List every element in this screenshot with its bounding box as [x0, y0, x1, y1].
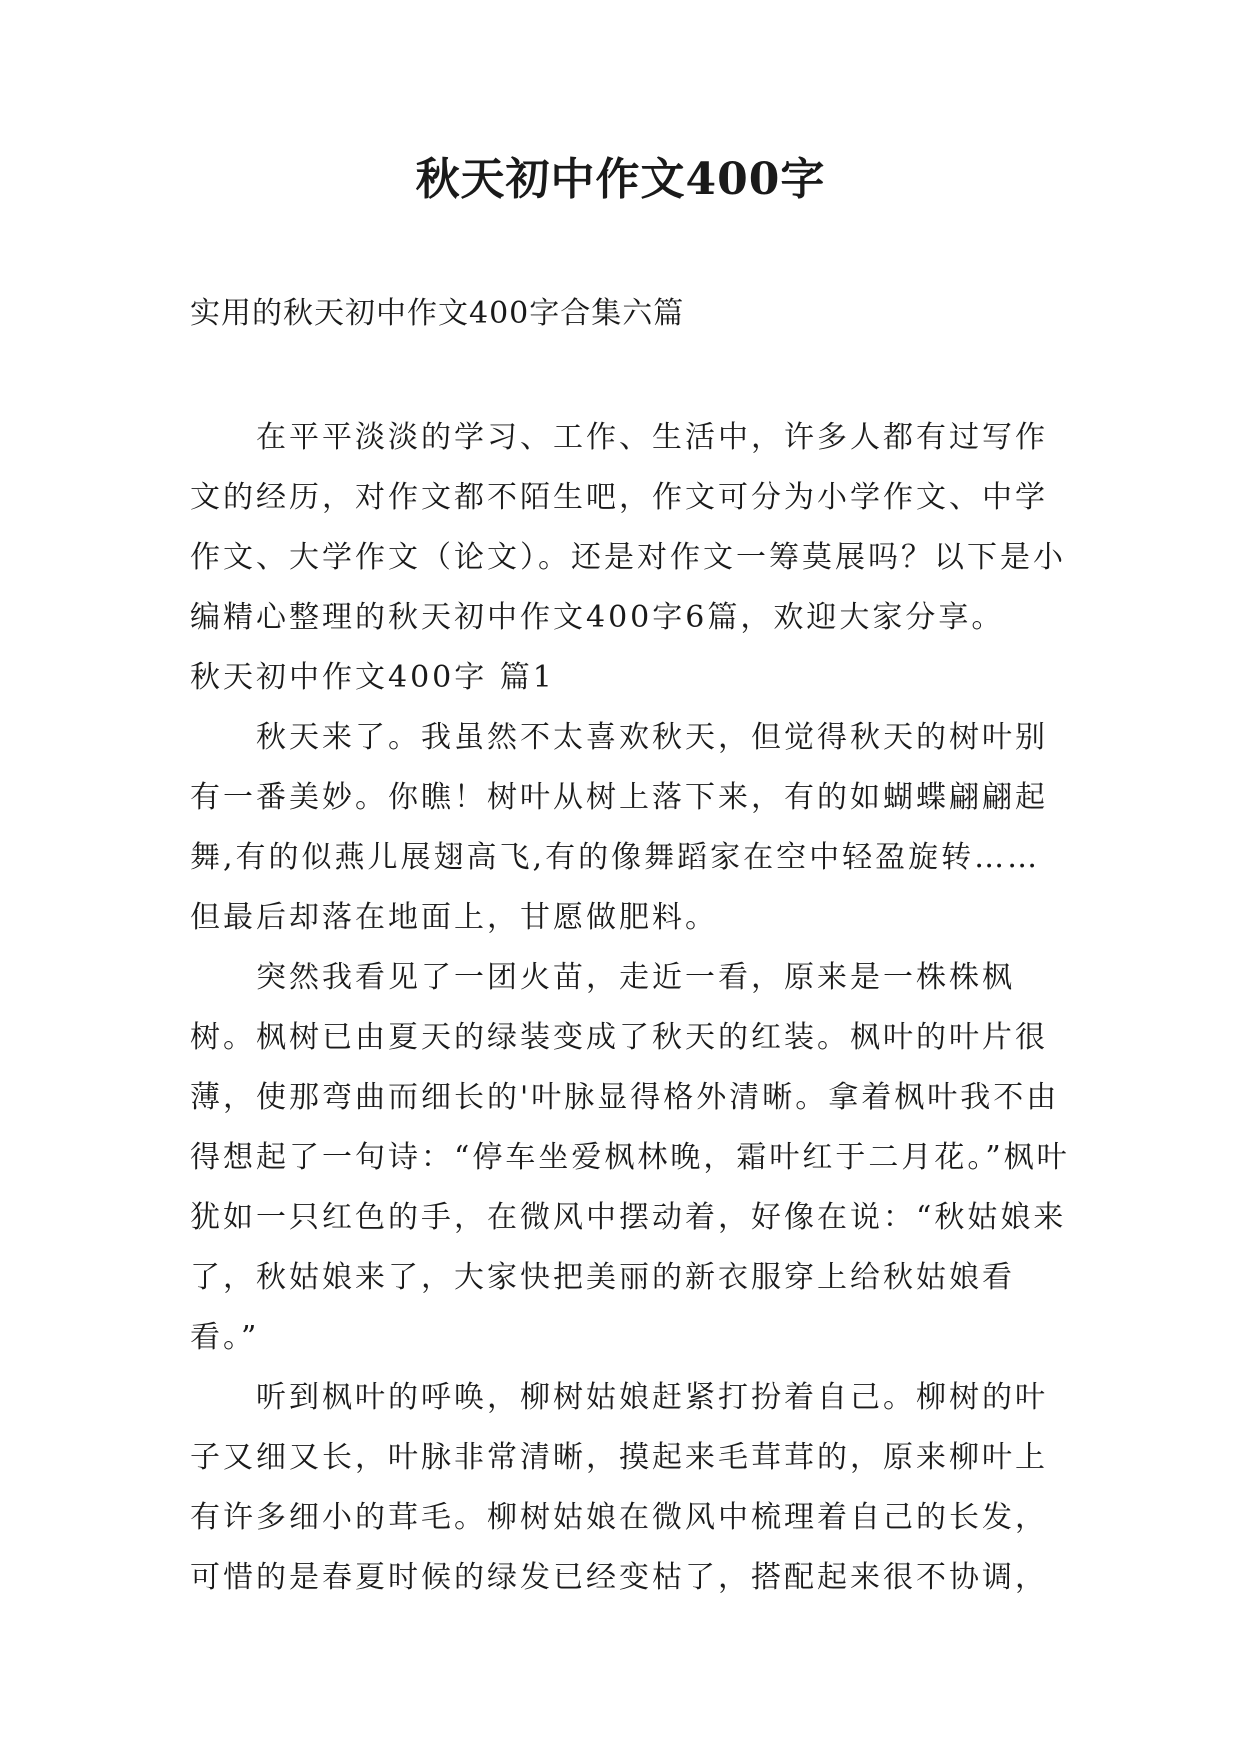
body-paragraph: 听到枫叶的呼唤，柳树姑娘赶紧打扮着自己。柳树的叶子又细又长，叶脉非常清晰，摸起来毛茸茸的，原来柳叶上有许多细小的茸毛。柳树姑娘在微风中梳理着自己的长发，可惜的是春夏时候的绿发已经变枯了，搭配起来很不协调， [190, 1380, 1048, 1595]
document-title: 秋天初中作文400字 [415, 154, 826, 205]
body-paragraph: 秋天来了。我虽然不太喜欢秋天，但觉得秋天的树叶别有一番美妙。你瞧！树叶从树上落下来，有的如蝴蝶翩翩起舞,有的似燕儿展翅高飞,有的像舞蹈家在空中轻盈旋转……但最后却落在地面上，甘愿做肥料。 [190, 720, 1048, 935]
document-subtitle: 实用的秋天初中作文400字合集六篇 [190, 296, 685, 331]
section-heading: 秋天初中作文400字 篇1 [190, 660, 555, 695]
body-paragraph: 突然我看见了一团火苗，走近一看，原来是一株株枫树。枫树已由夏天的绿装变成了秋天的红装。枫叶的叶片很薄，使那弯曲而细长的'叶脉显得格外清晰。拿着枫叶我不由得想起了一句诗：“停车坐爱枫林晚，霜叶红于二月花。”枫叶犹如一只红色的手，在微风中摆动着，好像在说：“秋姑娘来了，秋姑娘来了，大家快把美丽的新衣服穿上给秋姑娘看看。” [190, 960, 1070, 1355]
intro-paragraph: 在平平淡淡的学习、工作、生活中，许多人都有过写作文的经历，对作文都不陌生吧，作文可分为小学作文、中学作文、大学作文（论文）。还是对作文一筹莫展吗？以下是小编精心整理的秋天初中作文400字6篇，欢迎大家分享。 [190, 420, 1066, 635]
document-body [190, 408, 1070, 1608]
